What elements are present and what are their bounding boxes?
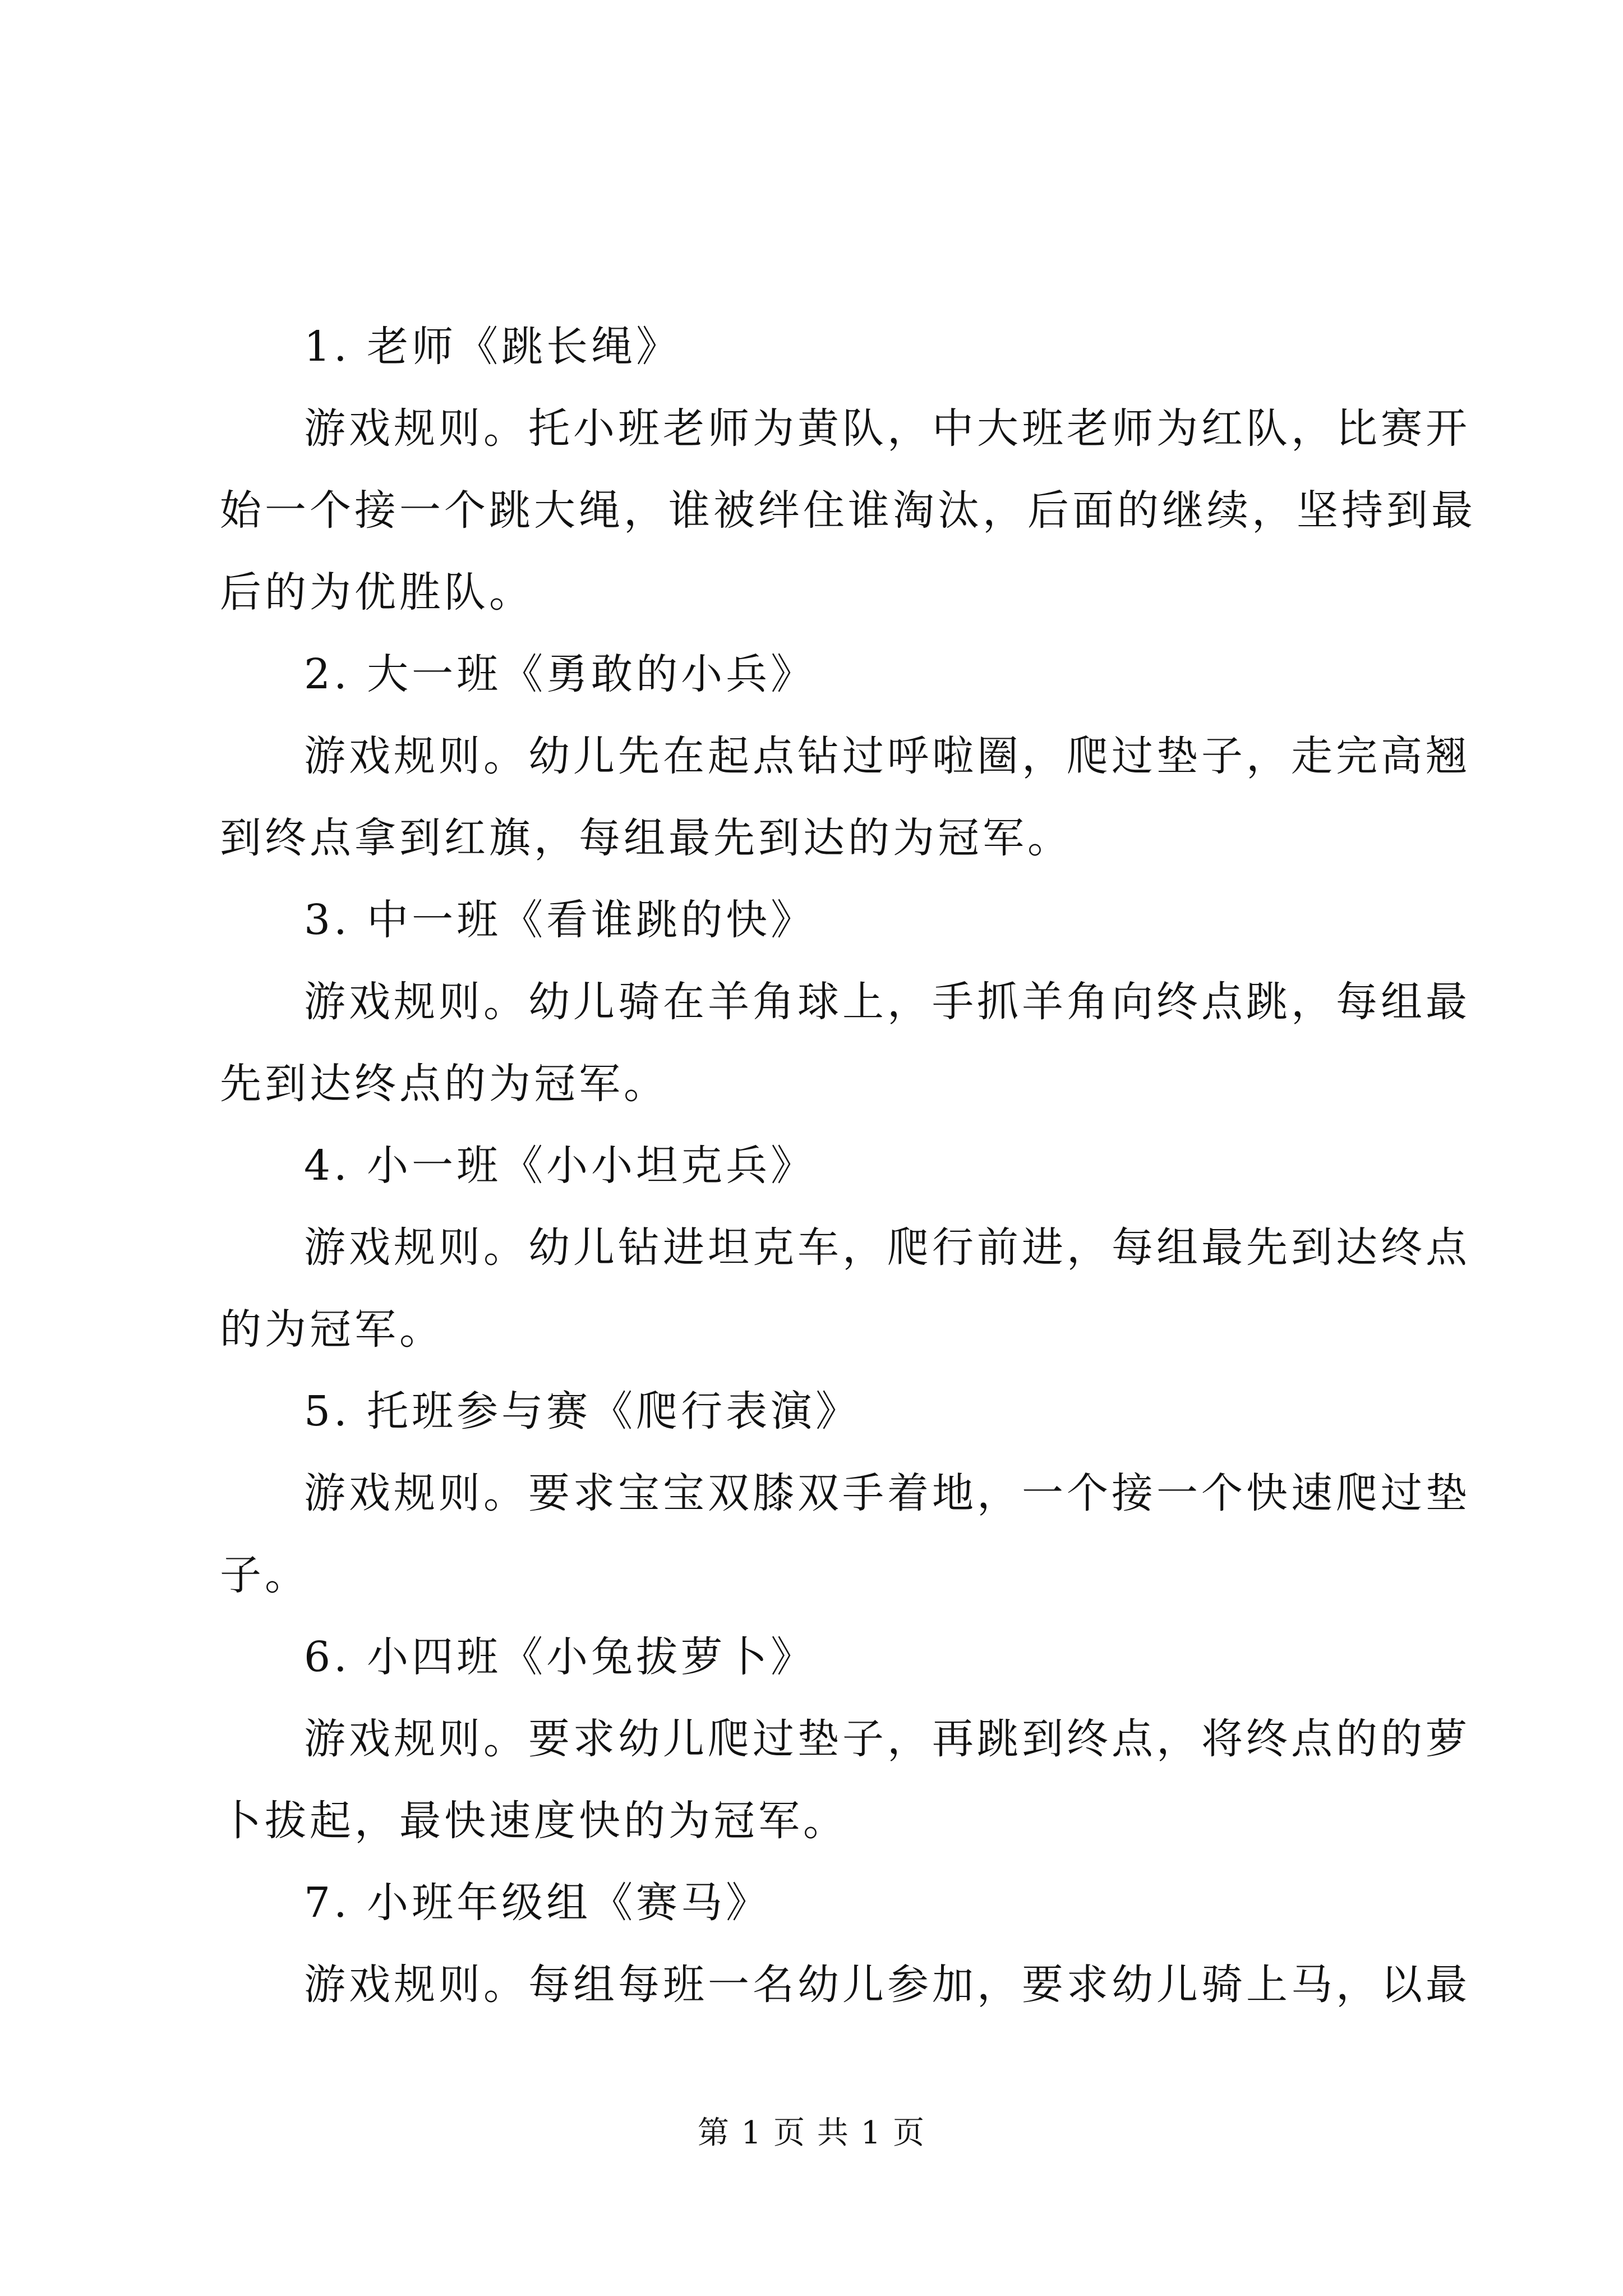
document-body xyxy=(220,306,1476,2026)
paragraph-line: 后的为优胜队。 xyxy=(220,568,534,616)
section-heading-6: 6. 小四班《小兔拔萝卜》 xyxy=(304,1633,816,1681)
page-footer: 第 1 页 共 1 页 xyxy=(697,2115,926,2151)
paragraph-line: 始一个接一个跳大绳，谁被绊住谁淘汰，后面的继续，坚持到最 xyxy=(220,486,1476,535)
paragraph-line: 先到达终点的为冠军。 xyxy=(220,1060,668,1108)
paragraph-line: 游戏规则。幼儿钻进坦克车，爬行前进，每组最先到达终点 xyxy=(304,1223,1470,1272)
paragraph-line: 游戏规则。幼儿骑在羊角球上，手抓羊角向终点跳，每组最 xyxy=(304,978,1470,1026)
paragraph-line: 子。 xyxy=(220,1551,310,1599)
section-heading-1: 1. 老师《跳长绳》 xyxy=(304,323,681,371)
paragraph-line: 的为冠军。 xyxy=(220,1305,444,1354)
paragraph-line: 游戏规则。要求宝宝双膝双手着地，一个接一个快速爬过垫 xyxy=(304,1469,1470,1517)
paragraph-line: 游戏规则。要求幼儿爬过垫子，再跳到终点，将终点的的萝 xyxy=(304,1715,1470,1763)
section-heading-4: 4. 小一班《小小坦克兵》 xyxy=(304,1142,816,1190)
paragraph-line: 到终点拿到红旗，每组最先到达的为冠军。 xyxy=(220,814,1072,862)
section-heading-5: 5. 托班参与赛《爬行表演》 xyxy=(304,1387,861,1435)
section-heading-3: 3. 中一班《看谁跳的快》 xyxy=(304,896,816,944)
paragraph-line: 游戏规则。幼儿先在起点钻过呼啦圈，爬过垫子，走完高翘 xyxy=(304,732,1470,780)
paragraph-line: 游戏规则。托小班老师为黄队，中大班老师为红队，比赛开 xyxy=(304,404,1470,453)
paragraph-line: 卜拔起，最快速度快的为冠军。 xyxy=(220,1797,848,1845)
section-heading-7: 7. 小班年级组《赛马》 xyxy=(304,1879,771,1927)
paragraph-line: 游戏规则。每组每班一名幼儿参加，要求幼儿骑上马，以最 xyxy=(304,1961,1470,2009)
section-heading-2: 2. 大一班《勇敢的小兵》 xyxy=(304,650,816,698)
